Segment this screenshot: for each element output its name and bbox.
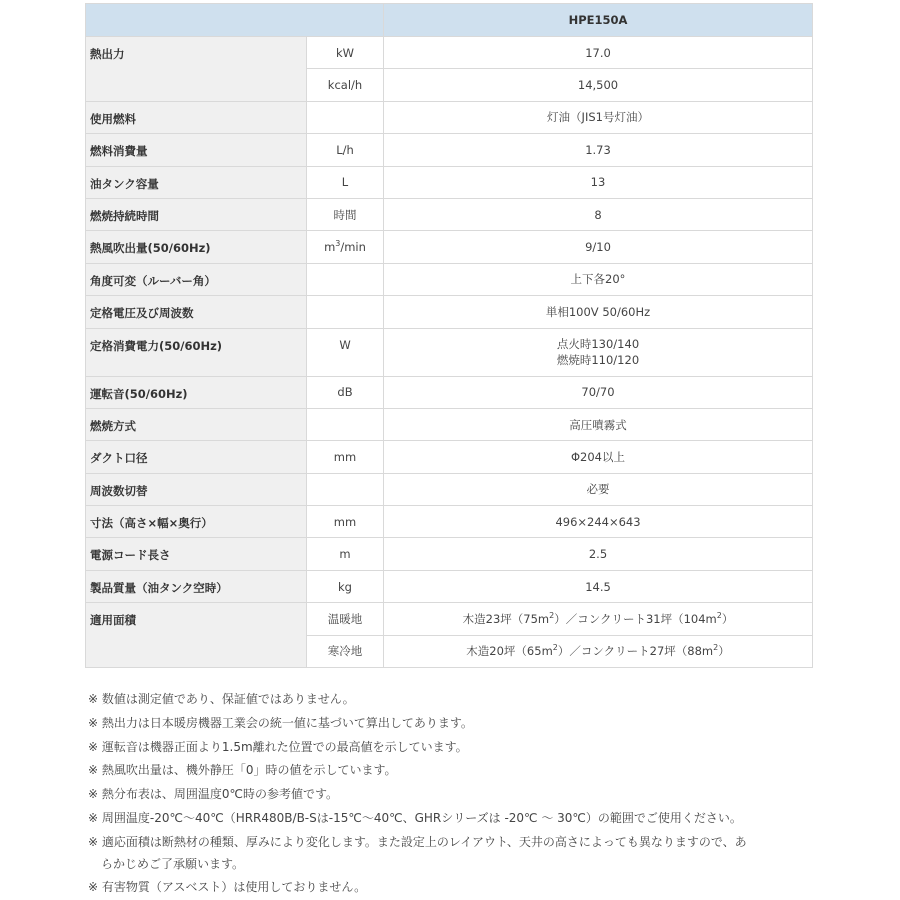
row-label: 適用面積 bbox=[86, 603, 307, 668]
row-unit: kcal/h bbox=[307, 69, 384, 101]
row-unit: mm bbox=[307, 506, 384, 538]
note-item: ※ 熱分布表は、周囲温度0℃時の参考値です。 bbox=[88, 787, 339, 802]
table-row bbox=[86, 37, 813, 69]
table-row bbox=[86, 263, 813, 295]
row-label: 燃焼方式 bbox=[86, 408, 307, 440]
row-unit bbox=[307, 263, 384, 295]
row-label: 燃焼持続時間 bbox=[86, 198, 307, 230]
note-item: ※ 運転音は機器正面より1.5m離れた位置での最高値を示しています。 bbox=[88, 739, 468, 754]
row-unit: 温暖地 bbox=[307, 603, 384, 635]
unit-superscript: 3 bbox=[335, 239, 341, 249]
value-part: ）／コンクリート27坪（88m bbox=[557, 644, 714, 659]
row-value: 高圧噴霧式 bbox=[384, 408, 813, 440]
row-label: 周波数切替 bbox=[86, 473, 307, 505]
note-item: ※ 熱出力は日本暖房機器工業会の統一値に基づいて算出してあります。 bbox=[88, 715, 473, 730]
note-item: ※ 有害物質（アスベスト）は使用しておりません。 bbox=[88, 879, 367, 894]
row-label: 熱風吹出量(50/60Hz) bbox=[86, 231, 307, 263]
row-label: 製品質量（油タンク空時） bbox=[86, 570, 307, 602]
row-label: 熱出力 bbox=[86, 37, 307, 102]
table-row bbox=[86, 296, 813, 328]
row-value: 2.5 bbox=[384, 538, 813, 570]
row-unit bbox=[307, 231, 384, 263]
row-unit bbox=[307, 101, 384, 133]
row-unit bbox=[307, 473, 384, 505]
note-item: ※ 周囲温度-20℃〜40℃（HRR480B/B-Sは-15℃〜40℃、GHRシリーズは -20℃ 〜 30℃）の範囲でご使用ください。 bbox=[88, 810, 742, 825]
row-unit: kW bbox=[307, 37, 384, 69]
table-row bbox=[86, 603, 813, 635]
row-unit: W bbox=[307, 328, 384, 376]
row-value: 13 bbox=[384, 166, 813, 198]
row-unit: m bbox=[307, 538, 384, 570]
unit-base: m bbox=[324, 240, 336, 255]
row-value: 単相100V 50/60Hz bbox=[384, 296, 813, 328]
row-label: 油タンク容量 bbox=[86, 166, 307, 198]
table-row bbox=[86, 328, 813, 376]
row-unit bbox=[307, 296, 384, 328]
row-label: 寸法（高さ×幅×奥行） bbox=[86, 506, 307, 538]
row-value: 14.5 bbox=[384, 570, 813, 602]
table-row bbox=[86, 101, 813, 133]
row-label: 定格電圧及び周波数 bbox=[86, 296, 307, 328]
row-value bbox=[384, 635, 813, 667]
row-value: 70/70 bbox=[384, 376, 813, 408]
notes-list bbox=[88, 688, 818, 900]
row-value: 496×244×643 bbox=[384, 506, 813, 538]
row-value: 上下各20° bbox=[384, 263, 813, 295]
row-value bbox=[384, 603, 813, 635]
row-value: 必要 bbox=[384, 473, 813, 505]
row-unit: 時間 bbox=[307, 198, 384, 230]
value-part: ） bbox=[718, 644, 730, 659]
value-part: ）／コンクリート31坪（104m bbox=[554, 611, 717, 626]
row-label: 定格消費電力(50/60Hz) bbox=[86, 328, 307, 376]
row-label: 電源コード長さ bbox=[86, 538, 307, 570]
row-label: ダクト口径 bbox=[86, 441, 307, 473]
row-label: 角度可変（ルーバー角） bbox=[86, 263, 307, 295]
row-unit bbox=[307, 408, 384, 440]
value-superscript: 2 bbox=[716, 611, 722, 621]
value-superscript: 2 bbox=[549, 611, 555, 621]
value-line: 燃焼時110/120 bbox=[556, 353, 640, 368]
note-item: ※ 適応面積は断熱材の種類、厚みにより変化します。また設定上のレイアウト、天井の高さによっても異なりますので、あ bbox=[88, 834, 747, 849]
row-unit: mm bbox=[307, 441, 384, 473]
value-part: 木造23坪（75m bbox=[462, 611, 550, 626]
note-item-continuation: らかじめご了承願います。 bbox=[101, 857, 245, 872]
row-value bbox=[384, 328, 813, 376]
row-value: 8 bbox=[384, 198, 813, 230]
table-row bbox=[86, 134, 813, 166]
row-value: 1.73 bbox=[384, 134, 813, 166]
row-label: 燃料消費量 bbox=[86, 134, 307, 166]
row-unit: dB bbox=[307, 376, 384, 408]
row-unit: L/h bbox=[307, 134, 384, 166]
row-unit: kg bbox=[307, 570, 384, 602]
model-header: HPE150A bbox=[384, 4, 813, 37]
value-superscript: 2 bbox=[552, 643, 558, 653]
row-value: 14,500 bbox=[384, 69, 813, 101]
note-item: ※ 数値は測定値であり、保証値ではありません。 bbox=[88, 692, 355, 706]
table-row bbox=[86, 441, 813, 473]
table-row bbox=[86, 506, 813, 538]
row-unit: L bbox=[307, 166, 384, 198]
row-unit: 寒冷地 bbox=[307, 635, 384, 667]
spec-table bbox=[85, 3, 813, 668]
table-row bbox=[86, 473, 813, 505]
unit-tail: /min bbox=[340, 240, 366, 255]
note-item: ※ 熱風吹出量は、機外静圧「0」時の値を示しています。 bbox=[88, 763, 397, 778]
value-line: 点火時130/140 bbox=[556, 337, 640, 352]
table-row bbox=[86, 408, 813, 440]
table-row bbox=[86, 570, 813, 602]
value-superscript: 2 bbox=[713, 643, 719, 653]
table-row bbox=[86, 376, 813, 408]
row-value: 灯油（JIS1号灯油） bbox=[384, 101, 813, 133]
table-row bbox=[86, 231, 813, 263]
header-blank bbox=[86, 4, 384, 37]
header-row bbox=[86, 4, 813, 37]
row-value: Φ204以上 bbox=[384, 441, 813, 473]
row-label: 運転音(50/60Hz) bbox=[86, 376, 307, 408]
value-part: ） bbox=[721, 611, 734, 626]
table-row bbox=[86, 538, 813, 570]
table-row bbox=[86, 166, 813, 198]
row-value: 17.0 bbox=[384, 37, 813, 69]
row-value: 9/10 bbox=[384, 231, 813, 263]
value-part: 木造20坪（65m bbox=[466, 644, 553, 659]
table-row bbox=[86, 198, 813, 230]
row-label: 使用燃料 bbox=[86, 101, 307, 133]
